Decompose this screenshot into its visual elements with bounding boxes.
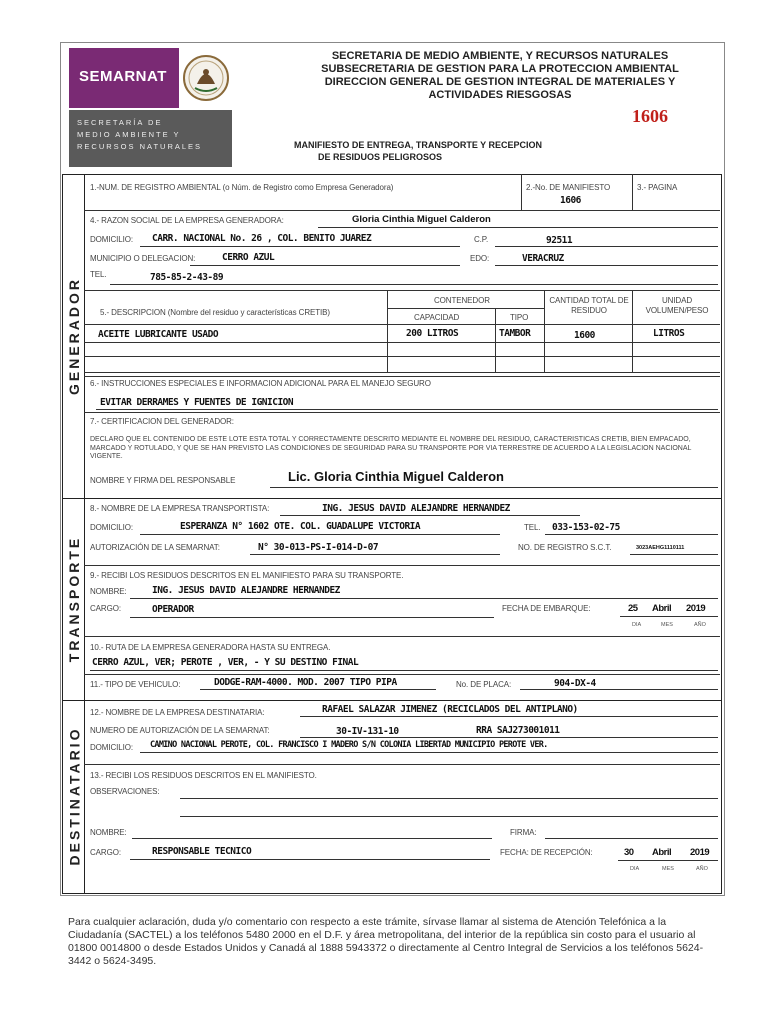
field-underline xyxy=(520,689,718,690)
transp-nombre-value: ING. JESUS DAVID ALEJANDRE HERNANDEZ xyxy=(152,585,340,596)
field-underline xyxy=(300,716,718,717)
fecha-recepcion-label: FECHA: DE RECEPCIÓN: xyxy=(500,848,593,857)
tel-value: 785-85-2-43-89 xyxy=(150,272,224,283)
row-line xyxy=(84,324,720,325)
section-divider xyxy=(62,498,722,499)
header-title xyxy=(290,50,710,102)
dest-nombre-label: NOMBRE: xyxy=(90,828,127,837)
manifest-no-value: 1606 xyxy=(560,195,581,206)
sct-value: 3023AEHG1110111 xyxy=(636,545,685,551)
razon-social-label: 4.- RAZON SOCIAL DE LA EMPRESA GENERADORA: xyxy=(90,216,284,225)
field-underline xyxy=(90,670,718,671)
domicilio-value: CARR. NACIONAL No. 26 , COL. BENITO JUAREZ xyxy=(152,233,372,244)
contenedor-label: CONTENEDOR xyxy=(434,296,490,305)
destinatario-value: RAFAEL SALAZAR JIMENEZ (RECICLADOS DEL ANTIPLANO) xyxy=(322,704,578,715)
field-underline xyxy=(200,689,436,690)
row-line xyxy=(84,372,720,373)
logo-sub-line-2: MEDIO AMBIENTE Y xyxy=(77,130,181,139)
section-transporte-label: TRANSPORTE xyxy=(66,535,83,663)
row-line xyxy=(84,210,720,211)
dest-domicilio-value: CAMINO NACIONAL PEROTE, COL. FRANCISCO I MADERO S/N COLONIA LIBERTAD MUNICIPIO PEROTE VER. xyxy=(150,740,548,750)
col-line xyxy=(495,308,496,372)
field-underline xyxy=(495,265,718,266)
placa-value: 904-DX-4 xyxy=(554,678,596,689)
field-underline xyxy=(270,487,718,488)
logo-sub-line-3: RECURSOS NATURALES xyxy=(77,142,203,151)
edo-value: VERACRUZ xyxy=(522,253,564,264)
field-underline xyxy=(130,859,490,860)
dest-autorizacion-value: 30-IV-131-10 xyxy=(336,726,399,737)
transp-domicilio-label: DOMICILIO: xyxy=(90,523,134,532)
field-underline xyxy=(318,227,718,228)
col-line xyxy=(544,290,545,372)
razon-social-value: Gloria Cinthia Miguel Calderon xyxy=(352,214,491,225)
descripcion-label: 5.- DESCRIPCION (Nombre del residuo y características CRETIB) xyxy=(100,308,330,317)
dia-label: DIA xyxy=(630,866,640,872)
fecha-recepcion-anio: 2019 xyxy=(690,847,710,858)
section-divider xyxy=(84,174,85,894)
anio-label: AÑO xyxy=(696,866,708,872)
observaciones-line xyxy=(180,816,718,817)
section-divider xyxy=(62,700,722,701)
header-title-line: DIRECCION GENERAL DE GESTION INTEGRAL DE MATERIALES Y xyxy=(324,76,676,88)
reg-ambiental-label: 1.-NUM. DE REGISTRO AMBIENTAL (o Núm. de Registro como Empresa Generadora) xyxy=(90,183,394,192)
footer-text: Para cualquier aclaración, duda y/o comentario con respecto a este trámite, sírvase llamar al sistema de Atención Telefónica a la Ciudadanía (SACTEL) a los teléfonos 5480 2000 en el D.F. y área metropolitana, del interior de la república sin costo para el usuario al 01800 0014800 o desde Estados Unidos y Canadá al 1888 5943372 o directamente al Centro Integral de Servicios a los teléfonos 5624-3442 o 5624-3495. xyxy=(68,916,704,967)
fecha-embarque-anio: 2019 xyxy=(686,603,706,614)
destinatario-label: 12.- NOMBRE DE LA EMPRESA DESTINATARIA: xyxy=(90,708,265,717)
anio-label: AÑO xyxy=(694,622,706,628)
col-line xyxy=(521,174,522,210)
cp-label: C.P. xyxy=(474,235,489,244)
residuo-value: ACEITE LUBRICANTE USADO xyxy=(98,329,219,340)
mes-label: MES xyxy=(661,622,673,628)
municipio-value: CERRO AZUL xyxy=(222,252,275,263)
fecha-recepcion-mes: Abril xyxy=(652,847,672,858)
field-underline xyxy=(140,534,500,535)
ruta-label: 10.- RUTA DE LA EMPRESA GENERADORA HASTA SU ENTREGA. xyxy=(90,643,331,652)
unidad-value: LITROS xyxy=(653,328,685,339)
observaciones-line xyxy=(180,798,718,799)
transp-nombre-label: NOMBRE: xyxy=(90,587,127,596)
cp-value: 92511 xyxy=(546,235,573,246)
tipo-label: TIPO xyxy=(510,313,529,322)
header-title-line: SUBSECRETARIA DE GESTION PARA LA PROTECCION AMBIENTAL xyxy=(321,63,679,75)
row-line xyxy=(84,342,720,343)
tel-label: TEL. xyxy=(90,270,107,279)
dest-cargo-value: RESPONSABLE TECNICO xyxy=(152,846,252,857)
field-underline xyxy=(140,752,718,753)
unidad-label: UNIDAD VOLUMEN/PESO xyxy=(645,296,709,315)
dest-recibi-label: 13.- RECIBI LOS RESIDUOS DESCRITOS EN EL MANIFIESTO. xyxy=(90,771,317,780)
tipo-value: TAMBOR xyxy=(499,328,531,339)
fecha-embarque-dia: 25 xyxy=(628,603,638,614)
dest-cargo-label: CARGO: xyxy=(90,848,121,857)
capacidad-label: CAPACIDAD xyxy=(414,313,460,322)
page-label: 3.- PAGINA xyxy=(637,183,678,192)
placa-label: No. DE PLACA: xyxy=(456,680,512,689)
col-line xyxy=(387,290,388,372)
field-underline xyxy=(300,737,718,738)
transp-cargo-label: CARGO: xyxy=(90,604,121,613)
fecha-embarque-mes: Abril xyxy=(652,603,672,614)
vehiculo-value: DODGE-RAM-4000. MOD. 2007 TIPO PIPA xyxy=(214,677,397,688)
fecha-recepcion-dia: 30 xyxy=(624,847,634,858)
field-underline xyxy=(140,246,460,247)
observaciones-label: OBSERVACIONES: xyxy=(90,787,160,796)
certificacion-text: DECLARO QUE EL CONTENIDO DE ESTE LOTE ESTA TOTAL Y CORRECTAMENTE DESCRITO MEDIANTE EL NOMBRE DEL RESIDUO, CARACTERISTICAS CRETIB, BIEN EMPACADO, MARCADO Y ROTULADO, Y QUE SE HAN PREVISTO LAS CONDICIONES DE SEGURIDAD PARA SU TRANSPORTE POR VIA TERRESTRE DE ACUERDO A LA LEGISLACION NACIONAL VIGENTE. xyxy=(90,436,692,460)
transp-recibi-label: 9.- RECIBI LOS RESIDUOS DESCRITOS EN EL MANIFIESTO PARA SU TRANSPORTE. xyxy=(90,571,404,580)
capacidad-value: 200 LITROS xyxy=(406,328,459,339)
row-line xyxy=(84,356,720,357)
field-underline xyxy=(545,534,718,535)
semarnat-logo-block xyxy=(69,48,232,167)
row-line xyxy=(84,565,720,566)
row-line xyxy=(84,674,720,675)
field-underline xyxy=(110,284,718,285)
field-underline xyxy=(130,617,494,618)
manifest-title xyxy=(294,139,542,163)
domicilio-label: DOMICILIO: xyxy=(90,235,134,244)
vehiculo-label: 11.- TIPO DE VEHICULO: xyxy=(90,680,181,689)
dest-firma-label: FIRMA: xyxy=(510,828,537,837)
row-line xyxy=(84,636,720,637)
instrucciones-value: EVITAR DERRAMES Y FUENTES DE IGNICION xyxy=(100,397,294,408)
row-line xyxy=(387,308,544,309)
row-line xyxy=(84,412,720,413)
dest-rfc-value: RRA SAJ273001011 xyxy=(476,725,560,736)
field-underline xyxy=(130,598,718,599)
transp-autorizacion-label: AUTORIZACIÓN DE LA SEMARNAT: xyxy=(90,543,220,552)
handwritten-number: 1606 xyxy=(632,106,668,126)
col-line xyxy=(632,290,633,372)
transp-autorizacion-value: N° 30-013-PS-I-014-D-07 xyxy=(258,542,379,553)
sct-label: NO. DE REGISTRO S.C.T. xyxy=(518,543,612,552)
transp-domicilio-value: ESPERANZA N° 1602 OTE. COL. GUADALUPE VICTORIA xyxy=(180,521,421,532)
manifest-title-line: MANIFIESTO DE ENTREGA, TRANSPORTE Y RECEPCION xyxy=(294,140,543,150)
transportista-label: 8.- NOMBRE DE LA EMPRESA TRANSPORTISTA: xyxy=(90,504,270,513)
col-line xyxy=(632,174,633,210)
field-underline xyxy=(190,265,460,266)
mes-label: MES xyxy=(662,866,674,872)
firma-responsable-label: NOMBRE Y FIRMA DEL RESPONSABLE xyxy=(90,476,236,485)
fecha-embarque-label: FECHA DE EMBARQUE: xyxy=(502,604,591,613)
transp-tel-value: 033-153-02-75 xyxy=(552,522,620,533)
field-underline xyxy=(96,409,718,410)
eagle-emblem-icon xyxy=(181,50,231,106)
dest-autorizacion-label: NUMERO DE AUTORIZACIÓN DE LA SEMARNAT: xyxy=(90,726,270,735)
section-destinatario-label: DESTINATARIO xyxy=(66,726,83,866)
transportista-value: ING. JESUS DAVID ALEJANDRE HERNANDEZ xyxy=(322,503,510,514)
field-underline xyxy=(620,616,718,617)
edo-label: EDO: xyxy=(470,254,490,263)
certificacion-label: 7.- CERTIFICACION DEL GENERADOR: xyxy=(90,417,234,426)
header-title-line: ACTIVIDADES RIESGOSAS xyxy=(428,89,572,101)
ruta-value: CERRO AZUL, VER; PEROTE , VER, - Y SU DESTINO FINAL xyxy=(92,657,359,668)
manifest-no-label: 2.-No. DE MANIFIESTO xyxy=(526,183,611,192)
row-line xyxy=(84,376,720,377)
field-underline xyxy=(618,860,718,861)
manifest-title-line: DE RESIDUOS PELIGROSOS xyxy=(318,152,443,162)
transp-cargo-value: OPERADOR xyxy=(152,604,194,615)
dia-label: DIA xyxy=(632,622,642,628)
cantidad-value: 1600 xyxy=(574,330,595,341)
row-line xyxy=(84,764,720,765)
firma-responsable-value: Lic. Gloria Cinthia Miguel Calderon xyxy=(288,469,504,484)
field-underline xyxy=(630,554,718,555)
field-underline xyxy=(495,246,718,247)
field-underline xyxy=(280,515,580,516)
field-underline xyxy=(132,838,492,839)
section-generador-label: GENERADOR xyxy=(66,276,83,396)
municipio-label: MUNICIPIO O DELEGACION: xyxy=(90,254,196,263)
instrucciones-label: 6.- INSTRUCCIONES ESPECIALES E INFORMACION ADICIONAL PARA EL MANEJO SEGURO xyxy=(90,379,431,388)
row-line xyxy=(84,290,720,291)
cantidad-label: CANTIDAD TOTAL DE RESIDUO xyxy=(549,296,629,315)
field-underline xyxy=(545,838,718,839)
transp-tel-label: TEL. xyxy=(524,523,541,532)
logo-text: SEMARNAT xyxy=(79,68,167,85)
logo-sub-line-1: SECRETARÍA DE xyxy=(77,118,163,127)
field-underline xyxy=(250,554,500,555)
dest-domicilio-label: DOMICILIO: xyxy=(90,743,134,752)
header-title-line: SECRETARIA DE MEDIO AMBIENTE, Y RECURSOS NATURALES xyxy=(331,50,669,62)
